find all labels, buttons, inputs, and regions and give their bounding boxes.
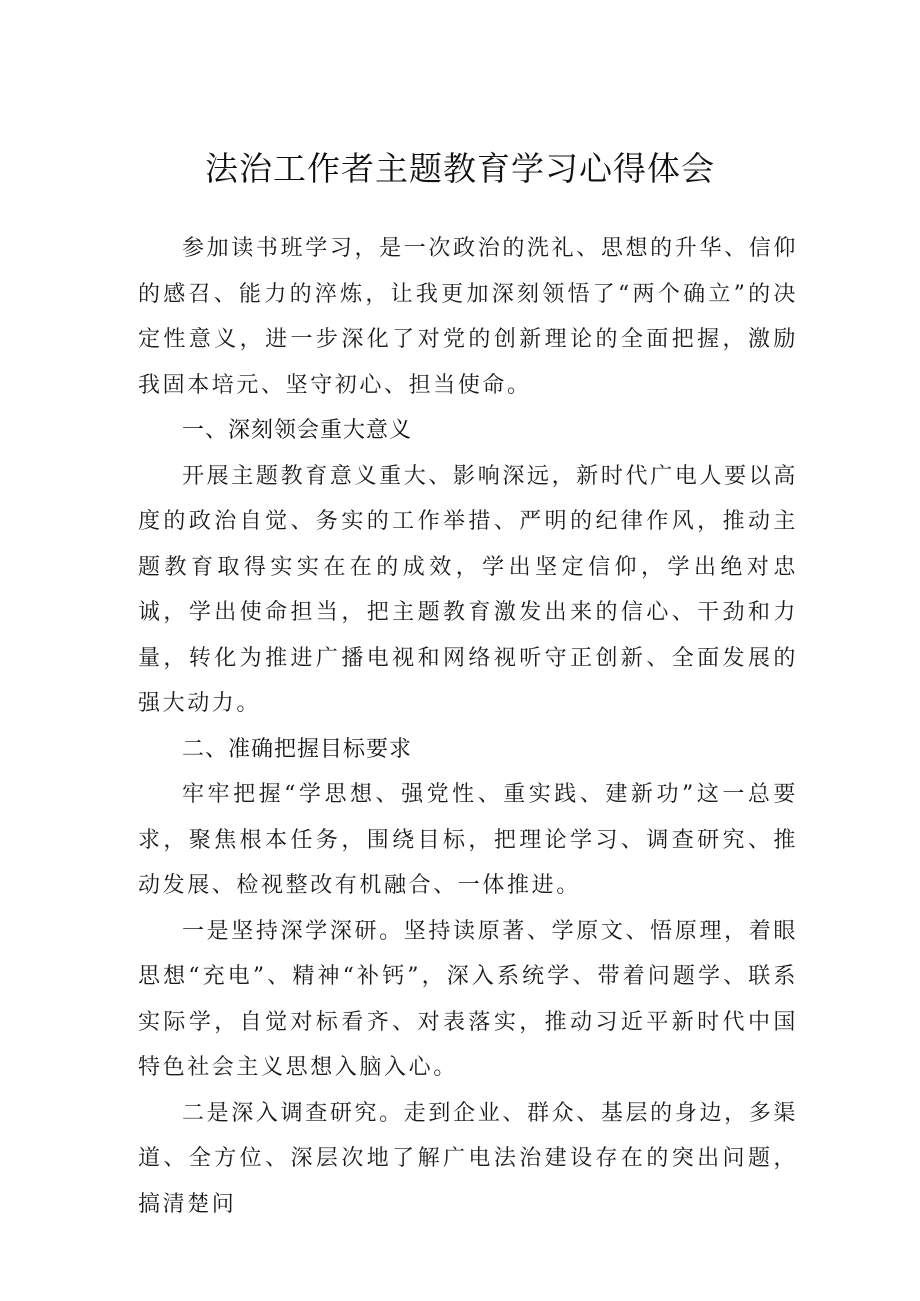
paragraph-point-1: 一是坚持深学深研。坚持读原著、学原文、悟原理，着眼思想“充电”、精神“补钙”，深入系统学、带着问题学、联系实际学，自觉对标看齐、对表落实，推动习近平新时代中国特色社会主义思想入脑入心。 [138, 918, 798, 1080]
section-heading-2: 二、准确把握目标要求 [182, 736, 413, 762]
paragraph-section-2: 牢牢把握“学思想、强党性、重实践、建新功”这一总要求，聚焦根本任务，围绕目标，把理论学习、调查研究、推动发展、检视整改有机融合、一体推进。 [138, 782, 798, 898]
section-heading-1: 一、深刻领会重大意义 [182, 418, 413, 443]
document-body [138, 226, 798, 1227]
document-title: 法治工作者主题教育学习心得体会 [205, 149, 715, 188]
paragraph-intro: 参加读书班学习，是一次政治的洗礼、思想的升华、信仰的感召、能力的淬炼，让我更加深刻领悟了“两个确立”的决定性意义，进一步深化了对党的创新理论的全面把握，激励我固本培元、坚守初心、担当使命。 [138, 236, 798, 398]
paragraph-section-1: 开展主题教育意义重大、影响深远，新时代广电人要以高度的政治自觉、务实的工作举措、严明的纪律作风，推动主题教育取得实实在在的成效，学出坚定信仰，学出绝对忠诚，学出使命担当，把主题教育激发出来的信心、干劲和力量，转化为推进广播电视和网络视听守正创新、全面发展的强大动力。 [138, 463, 798, 716]
paragraph-point-2: 二是深入调查研究。走到企业、群众、基层的身边，多渠道、全方位、深层次地了解广电法治建设存在的突出问题，搞清楚问 [138, 1100, 798, 1217]
